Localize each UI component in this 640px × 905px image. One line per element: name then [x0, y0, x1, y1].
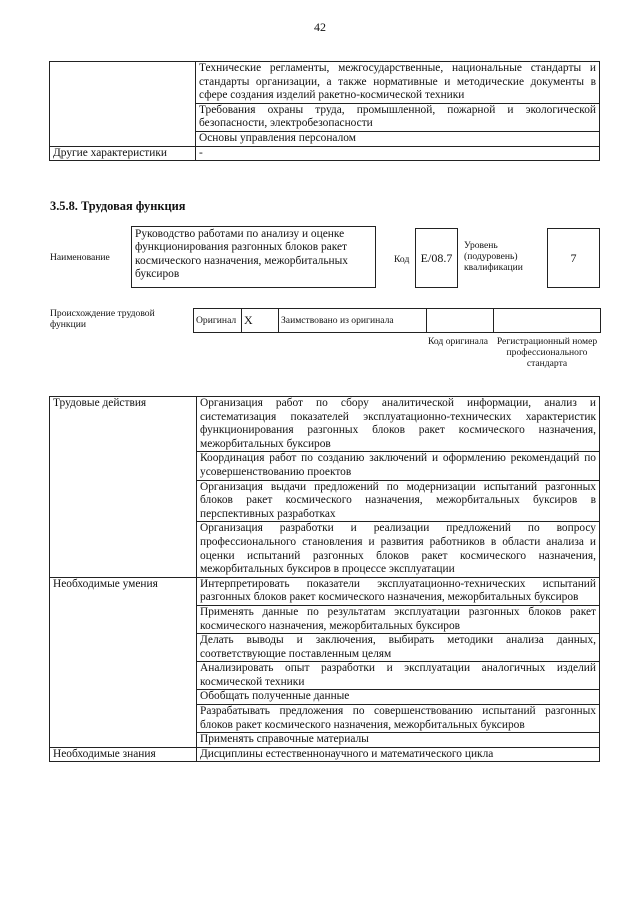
row-item: Координация работ по созданию заключений и оформлению рекомендаций по усовершенствованию проектов: [197, 452, 600, 480]
original-label: Оригинал: [194, 309, 242, 333]
reg-number-caption: Регистрационный номер профессионального стандарта: [496, 336, 598, 369]
original-code-cell: [427, 309, 494, 333]
table-row: [50, 397, 600, 452]
row-item: Организация разработки и реализации предложений по вопросу профессионального становления и развития работников в области анализа и оценки испытаний разгонных блоков ракет космического назначения, межорбитальных буксиров в процессе эксплуатации: [197, 522, 600, 577]
row-label: Трудовые действия: [50, 397, 197, 578]
table-row: [50, 62, 600, 104]
function-code-label: Код: [394, 254, 410, 265]
origin-table: [193, 308, 601, 333]
row-item: Анализировать опыт разработки и эксплуатации аналогичных изделий космической техники: [197, 662, 600, 690]
section-heading: 3.5.8. Трудовая функция: [50, 199, 186, 213]
row-label: Необходимые знания: [50, 747, 197, 762]
row-item: Применять данные по результатам эксплуатации разгонных блоков ракет космического назначения, межорбитальных буксиров: [197, 605, 600, 633]
function-details-table: [49, 396, 600, 762]
function-name-value: Руководство работами по анализу и оценке функционирования разгонных блоков ракет космического назначения, межорбитальных буксиров: [131, 226, 376, 288]
row-label: Другие характеристики: [50, 146, 196, 161]
row-item: -: [196, 146, 600, 161]
function-code-value: E/08.7: [415, 228, 458, 288]
row-item: Разрабатывать предложения по совершенствованию испытаний разгонных блоков ракет космического назначения, межорбитальных буксиров: [197, 705, 600, 733]
function-name-label: Наименование: [50, 252, 110, 263]
top-characteristics-table: [49, 61, 600, 161]
row-item: Дисциплины естественнонаучного и математического цикла: [197, 747, 600, 762]
original-mark: X: [242, 309, 279, 333]
borrowed-label: Заимствовано из оригинала: [279, 309, 427, 333]
page-number: 42: [314, 20, 326, 34]
row-item: Интерпретировать показатели эксплуатационно-технических испытаний разгонных блоков ракет космического назначения, межорбитальных буксиров: [197, 577, 600, 605]
qualification-level-value: 7: [547, 228, 600, 288]
table-row: [50, 747, 600, 762]
row-label: [50, 62, 196, 147]
row-item: Требования охраны труда, промышленной, пожарной и экологической безопасности, электробезопасности: [196, 103, 600, 131]
row-item: Делать выводы и заключения, выбирать методики анализа данных, соответствующие поставленным целям: [197, 634, 600, 662]
table-row: [50, 146, 600, 161]
reg-number-cell: [494, 309, 601, 333]
origin-label: Происхождение трудовой функции: [50, 308, 155, 330]
row-item: Применять справочные материалы: [197, 733, 600, 748]
row-item: Организация выдачи предложений по модернизации испытаний разгонных блоков ракет космического назначения, межорбитальных буксиров в перспективных разработках: [197, 480, 600, 522]
row-item: Основы управления персоналом: [196, 131, 600, 146]
row-label: Необходимые умения: [50, 577, 197, 747]
original-code-caption: Код оригинала: [427, 336, 489, 347]
row-item: Обобщать полученные данные: [197, 690, 600, 705]
row-item: Технические регламенты, межгосударственные, национальные стандарты и стандарты организации, а также нормативные и методические документы в сфере создания изделий ракетно-космической техники: [196, 62, 600, 104]
qualification-level-label: Уровень (подуровень) квалификации: [464, 240, 523, 273]
table-row: [50, 577, 600, 605]
row-item: Организация работ по сбору аналитической информации, анализ и систематизация показателей эксплуатационно-технических характеристик функционирования разгонных блоков ракет космического назначения, межорбитальных буксиров: [197, 397, 600, 452]
